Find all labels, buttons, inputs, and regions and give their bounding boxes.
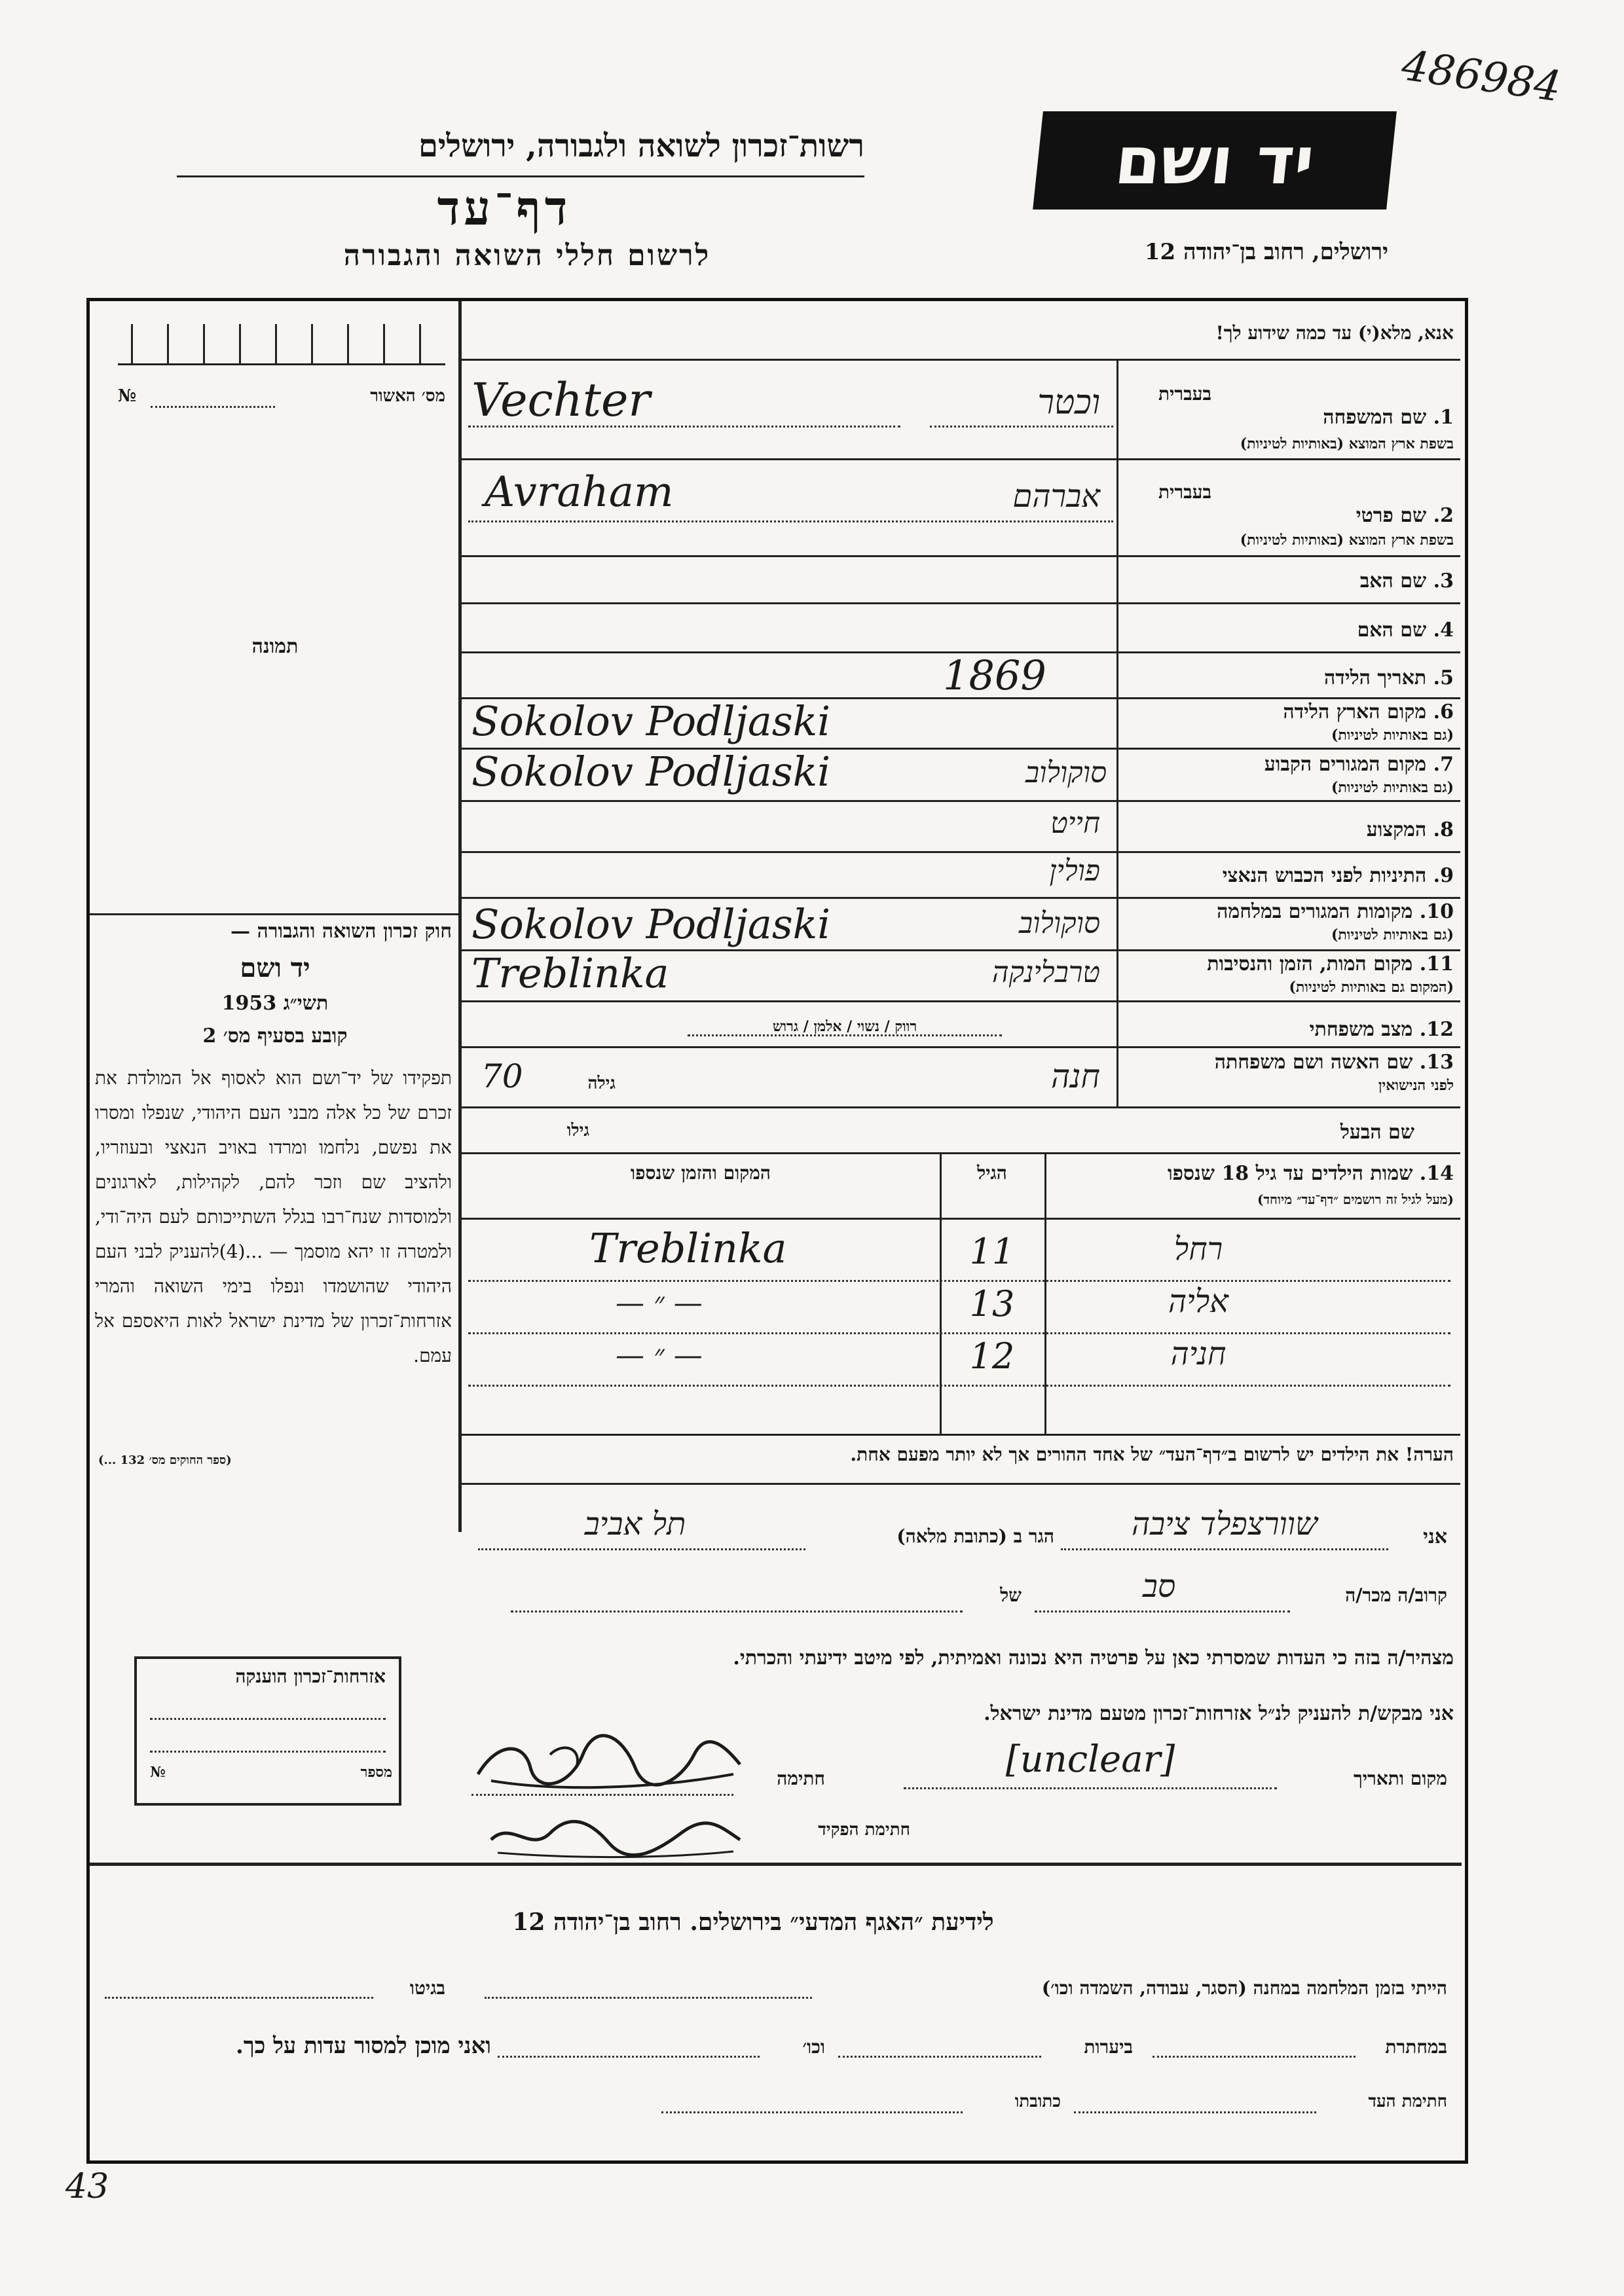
authority-line: רשות־זכרון לשואה ולגבורה, ירושלים xyxy=(418,128,864,164)
declarant-name-line xyxy=(1061,1548,1388,1550)
yad-vashem-logo xyxy=(1033,111,1397,210)
of-line xyxy=(511,1611,963,1613)
field-9-number: 9. xyxy=(1433,864,1454,887)
field-4-title: שם האם xyxy=(1357,619,1427,642)
resides-label: הגר ב (כתובת מלאה) xyxy=(896,1525,1054,1547)
relation-value[interactable]: סב xyxy=(1142,1568,1176,1605)
law-heading: חוק זכרון השואה והגבורה — xyxy=(231,920,452,943)
signature-line xyxy=(471,1794,733,1796)
field-13-age-value[interactable]: 70 xyxy=(481,1057,523,1095)
field-2-hebrew-value[interactable]: אברהם xyxy=(1012,478,1100,515)
underground-line[interactable] xyxy=(1153,2056,1356,2058)
field-8-label xyxy=(1120,818,1454,841)
field-11-label xyxy=(1120,953,1454,975)
ghetto-label: בגיטו xyxy=(409,1977,445,1999)
field-7-hebrew-value[interactable]: סוקולוב xyxy=(1025,756,1107,790)
field-5-label xyxy=(1120,666,1454,689)
field-2-latin-value[interactable]: Avraham xyxy=(485,468,674,517)
declaration-statement-2: אני מבקש/ת להעניק לנ״ל אזרחות־זכרון מטעם מדינת ישראל. xyxy=(984,1702,1454,1725)
of-label: של xyxy=(1000,1584,1022,1606)
field-5-number: 5. xyxy=(1433,666,1454,689)
form-title: דף־עד xyxy=(437,180,572,236)
row-divider-3 xyxy=(462,602,1460,604)
row-divider-2 xyxy=(462,555,1460,557)
child-1-place[interactable]: Treblinka xyxy=(589,1224,787,1272)
field-1-hebrew-value[interactable]: וכטר xyxy=(1037,383,1100,422)
field-1-latin-line xyxy=(468,426,900,428)
field-9-label xyxy=(1120,864,1454,887)
info-title: לידיעת ״האגף המדעי״ בירושלים. רחוב בן־יהודה 12 xyxy=(512,1908,994,1936)
forests-label: ביערות xyxy=(1084,2036,1133,2058)
law-year: תשי״ג 1953 xyxy=(221,992,329,1015)
field-8-value[interactable]: חייט xyxy=(1050,807,1100,840)
declarant-address-line xyxy=(478,1548,805,1550)
field-8-title: המקצוע xyxy=(1366,818,1427,841)
label-column-divider xyxy=(1116,359,1118,1108)
declarant-i-label: אני xyxy=(1423,1525,1447,1548)
field-1-latin-value[interactable]: Vechter xyxy=(471,373,650,427)
row-divider-7 xyxy=(462,800,1460,802)
etc-line[interactable] xyxy=(498,2056,760,2058)
child-2-age[interactable]: 13 xyxy=(969,1283,1015,1324)
officer-signature[interactable] xyxy=(485,1807,747,1866)
row-divider-8 xyxy=(462,851,1460,853)
form-intro: אנא, מלא(י) עד כמה שידוע לך! xyxy=(1215,322,1454,344)
children-number: 14. xyxy=(1419,1162,1454,1185)
field-7-latin-value[interactable]: Sokolov Podljaski xyxy=(471,748,831,795)
field-5-value[interactable]: 1869 xyxy=(943,651,1046,699)
signature-label: חתימה xyxy=(777,1768,825,1789)
note-top-divider xyxy=(462,1434,1460,1436)
field-6-title: מקום הארץ הלידה xyxy=(1283,701,1427,723)
child-3-name[interactable]: חניה xyxy=(1170,1336,1227,1372)
field-13-sublabel: לפני הנישואין xyxy=(1378,1077,1454,1094)
form-subtitle: לרשום חללי השואה והגבורה xyxy=(343,239,711,272)
field-13-label xyxy=(1120,1051,1454,1074)
row-divider-1 xyxy=(462,458,1460,460)
stamp-title: אזרחות־זכרון הוענקה xyxy=(235,1666,386,1687)
forests-line[interactable] xyxy=(838,2056,1041,2058)
field-1-title: שם המשפחה xyxy=(1323,406,1427,429)
children-header-divider xyxy=(462,1218,1460,1220)
testimony-offer: ואני מוכן למסור עדות על כך. xyxy=(236,2033,491,2059)
relation-label: קרוב/ה מכר/ה xyxy=(1345,1584,1447,1606)
field-5-title: תאריך הלידה xyxy=(1324,666,1427,689)
field-12-number: 12. xyxy=(1419,1018,1454,1041)
field-3-number: 3. xyxy=(1433,570,1454,592)
info-line-1: הייתי בזמן המלחמה במחנה (הסגר, עבודה, השמדה וכו׳) xyxy=(1041,1977,1447,1999)
children-age-header: הגיל xyxy=(977,1162,1007,1184)
row-divider-11 xyxy=(462,1000,1460,1002)
field-11-latin-value[interactable]: Treblinka xyxy=(471,949,669,997)
approval-number-mark: № xyxy=(118,386,137,406)
husband-label: שם הבעל xyxy=(1340,1121,1414,1144)
child-3-line xyxy=(468,1385,1450,1387)
field-10-hebrew-value[interactable]: סוקולוב xyxy=(1018,907,1100,940)
field-8-number: 8. xyxy=(1433,818,1454,841)
stamp-number-label: מספר xyxy=(360,1764,392,1781)
field-12-line xyxy=(688,1034,1002,1036)
page-mark: 43 xyxy=(65,2167,109,2206)
officer-signature-label: חתימת הפקיד xyxy=(818,1820,910,1840)
field-11-hebrew-value[interactable]: טרבלינקה xyxy=(991,956,1100,989)
children-sublabel: (מעל לגיל זה רושמים ״דף־עד״ מיוחד) xyxy=(1257,1192,1454,1207)
field-12-title: מצב משפחתי xyxy=(1309,1018,1413,1041)
row-divider-12 xyxy=(462,1046,1460,1048)
address: ירושלים, רחוב בן־יהודה 12 xyxy=(1144,239,1388,265)
field-11-sublabel: (המקום גם באותיות לטיניות) xyxy=(1289,979,1454,996)
field-4-label xyxy=(1120,619,1454,642)
field-2-label xyxy=(1120,504,1454,527)
relation-line xyxy=(1035,1611,1290,1613)
law-top-divider xyxy=(90,913,460,915)
child-2-name[interactable]: אליה xyxy=(1168,1283,1228,1320)
field-3-label xyxy=(1120,570,1454,592)
child-1-age[interactable]: 11 xyxy=(969,1231,1015,1272)
law-name: יד ושם xyxy=(240,953,310,983)
citizenship-stamp-box xyxy=(134,1656,401,1806)
field-4-number: 4. xyxy=(1433,619,1454,642)
field-2-sublabel: בשפת ארץ המוצא (באותיות לטיניות) xyxy=(1240,532,1454,549)
camp-line[interactable] xyxy=(485,1997,812,1999)
field-1-hebrew-marker: בעברית xyxy=(1158,383,1211,405)
field-3-title: שם האב xyxy=(1359,570,1427,592)
law-text: תפקידו של יד־ושם הוא לאסוף אל המולדת את זכרם של כל אלה מבני העם היהודי, שנפלו ומסרו את נפשם, נלחמו ומרדו באויב הנאצי ובעוזריו, ולהציב שם וזכר להם, לקהילות, לארגונים ולמוסדות שנח־רבו בגלל השתייכותם לעם היה־ודי, ולמטרה זו יהא מוסמך — ...(4)להעניק לבני העם היהודי שהושמדו ונפלו בימי השואה והמרי אזרחות־זכרון של מדינת ישראל לאות היאספם אל עמם. xyxy=(95,1067,452,1366)
ghetto-line[interactable] xyxy=(105,1997,373,1999)
law-clause: קובע בסעיף מס׳ 2 xyxy=(202,1025,348,1048)
field-1-label xyxy=(1120,406,1454,429)
field-6-number: 6. xyxy=(1433,701,1454,723)
witness-signature-line[interactable] xyxy=(1074,2111,1316,2113)
place-date-value[interactable]: [unclear] xyxy=(1005,1738,1175,1781)
row-divider-husband xyxy=(462,1152,1460,1154)
children-title: שמות הילדים עד גיל 18 שנספו xyxy=(1167,1162,1413,1185)
child-3-age[interactable]: 12 xyxy=(969,1336,1015,1377)
authority-underline xyxy=(177,175,864,177)
approval-number-label: מס׳ האשור xyxy=(370,386,445,406)
left-column-divider xyxy=(458,301,462,1532)
field-13-title: שם האשה ושם משפחתה xyxy=(1214,1051,1413,1074)
etc-label: וכו׳ xyxy=(802,2036,825,2058)
law-footnote: (ספר החוקים מס׳ 132 ...) xyxy=(98,1453,232,1467)
child-3-place[interactable]: — ״ — xyxy=(616,1339,703,1372)
children-note: הערה! את הילדים יש לרשום ב״דף־העד״ של אחד ההורים אך לא יותר מפעם אחת. xyxy=(850,1444,1454,1465)
field-2-number: 2. xyxy=(1433,504,1454,527)
approval-number-field[interactable] xyxy=(151,406,275,408)
field-13-wife-name[interactable]: חנה xyxy=(1050,1057,1100,1095)
field-10-label xyxy=(1120,900,1454,923)
declarant-address[interactable]: תל אביב xyxy=(584,1506,686,1542)
field-1-number: 1. xyxy=(1433,406,1454,429)
declarant-signature[interactable] xyxy=(471,1728,747,1800)
field-12-label xyxy=(1120,1018,1454,1041)
field-10-sublabel: (גם באותיות לטיניות) xyxy=(1331,926,1454,943)
note-bottom-divider xyxy=(462,1483,1460,1485)
husband-age-label: גילו xyxy=(566,1121,589,1140)
declaration-statement-1: מצהיר/ה בזה כי העדות שמסרתי כאן על פרטיה היא נכונה ואמיתית, לפי מיטב ידיעתי והכרתי. xyxy=(733,1647,1454,1669)
place-date-label: מקום ותאריך xyxy=(1353,1768,1447,1789)
field-11-number: 11. xyxy=(1419,953,1454,975)
stamp-number-mark: № xyxy=(150,1764,166,1781)
field-10-latin-value[interactable]: Sokolov Podljaski xyxy=(471,900,831,948)
field-13-number: 13. xyxy=(1419,1051,1454,1074)
witness-address-label: כתובתו xyxy=(1014,2092,1061,2111)
field-6-sublabel: (גם באותיות לטיניות) xyxy=(1331,727,1454,744)
field-7-sublabel: (גם באותיות לטיניות) xyxy=(1331,779,1454,796)
photo-box[interactable] xyxy=(98,432,452,930)
field-10-number: 10. xyxy=(1419,900,1454,923)
field-2-title: שם פרטי xyxy=(1356,504,1427,527)
field-2-line xyxy=(468,520,1113,522)
underground-label: במחתרת xyxy=(1385,2036,1447,2058)
children-place-header: המקום והזמן שנספו xyxy=(631,1162,771,1184)
row-divider-13 xyxy=(462,1106,1460,1108)
field-11-title: מקום המות, הזמן והנסיבות xyxy=(1207,953,1413,975)
field-1-hebrew-line xyxy=(930,426,1113,428)
witness-signature-label: חתימת העד xyxy=(1368,2092,1447,2111)
child-2-place[interactable]: — ״ — xyxy=(616,1286,703,1320)
children-col-divider-1 xyxy=(1044,1152,1046,1434)
child-1-line xyxy=(468,1280,1450,1282)
archive-number: 486984 xyxy=(1399,41,1564,112)
info-section-divider xyxy=(90,1863,1462,1866)
place-date-line xyxy=(904,1787,1277,1789)
child-2-line xyxy=(468,1332,1450,1334)
child-1-name[interactable]: רחל xyxy=(1173,1231,1223,1267)
field-6-value[interactable]: Sokolov Podljaski xyxy=(471,697,831,745)
field-6-label xyxy=(1120,701,1454,723)
approval-ticks xyxy=(118,324,445,365)
declarant-name[interactable]: שוורצפלד ציבה xyxy=(1132,1506,1318,1542)
field-7-title: מקום המגורים הקבוע xyxy=(1264,753,1427,776)
children-label xyxy=(1051,1162,1454,1185)
row-divider-9 xyxy=(462,897,1460,899)
field-1-sublabel: בשפת ארץ המוצא (באותיות לטיניות) xyxy=(1240,435,1454,452)
intro-divider xyxy=(462,359,1460,361)
field-10-title: מקומות המגורים במלחמה xyxy=(1217,900,1413,923)
field-7-number: 7. xyxy=(1433,753,1454,776)
field-9-value[interactable]: פולין xyxy=(1049,854,1100,888)
field-9-title: התיניות לפני הכבוש הנאצי xyxy=(1222,864,1427,887)
witness-address-line[interactable] xyxy=(661,2111,963,2113)
logo-text: יד ושם xyxy=(1111,122,1318,199)
field-12-options[interactable]: רווק / נשוי / אלמן / גרוש xyxy=(772,1018,917,1035)
children-col-divider-2 xyxy=(940,1152,942,1434)
photo-label: תמונה xyxy=(251,635,299,658)
field-2-hebrew-marker: בעברית xyxy=(1158,481,1211,503)
field-7-label xyxy=(1120,753,1454,776)
field-13-age-label: גילה xyxy=(587,1074,616,1093)
